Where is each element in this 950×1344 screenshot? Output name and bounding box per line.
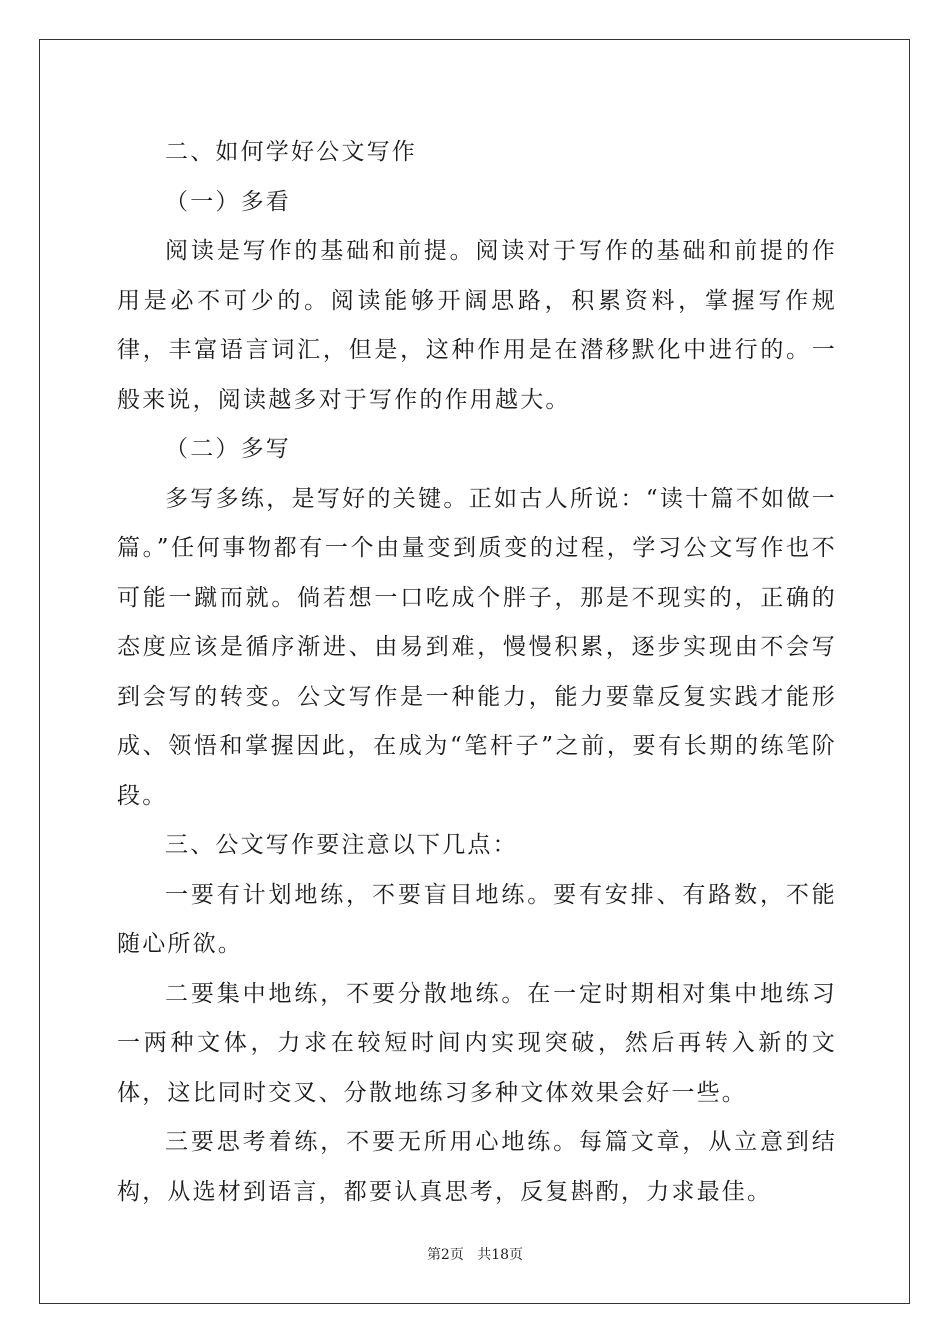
document-body <box>117 128 837 1217</box>
subheading-2: （二）多写 <box>165 436 291 462</box>
subheading-1: （一）多看 <box>165 188 291 215</box>
paragraph-1: 阅读是写作的基础和前提。阅读对于写作的基础和前提的作用是必不可少的。阅读能够开阔思路，积累资料，掌握写作规律，丰富语言词汇，但是，这种作用是在潜移默化中进行的。一般来说，阅读越多对于写作的作用越大。 <box>117 238 837 413</box>
point-1: 一要有计划地练，不要盲目地练。要有安排、有路数，不能随心所欲。 <box>117 881 837 957</box>
section-heading-3: 三、公文写作要注意以下几点： <box>165 832 518 858</box>
page-number: 第2页 <box>426 1247 464 1263</box>
point-3: 三要思考着练，不要无所用心地练。每篇文章，从立意到结构，从选材到语言，都要认真思考，反复斟酌，力求最佳。 <box>117 1129 837 1205</box>
section-heading-2: 二、如何学好公文写作 <box>165 139 417 165</box>
paragraph-2: 多写多练，是写好的关键。正如古人所说：“读十篇不如做一篇。”任何事物都有一个由量变到质变的过程，学习公文写作也不可能一蹴而就。倘若想一口吃成个胖子，那是不现实的，正确的态度应该是循序渐进、由易到难，慢慢积累，逐步实现由不会写到会写的转变。公文写作是一种能力，能力要靠反复实践才能形成、领悟和掌握因此，在成为“笔杆子”之前，要有长期的练笔阶段。 <box>117 485 837 809</box>
page-footer <box>0 1244 950 1264</box>
point-2: 二要集中地练，不要分散地练。在一定时期相对集中地练习一两种文体，力求在较短时间内实现突破，然后再转入新的文体，这比同时交叉、分散地练习多种文体效果会好一些。 <box>117 980 837 1106</box>
page-total: 共18页 <box>477 1247 524 1263</box>
